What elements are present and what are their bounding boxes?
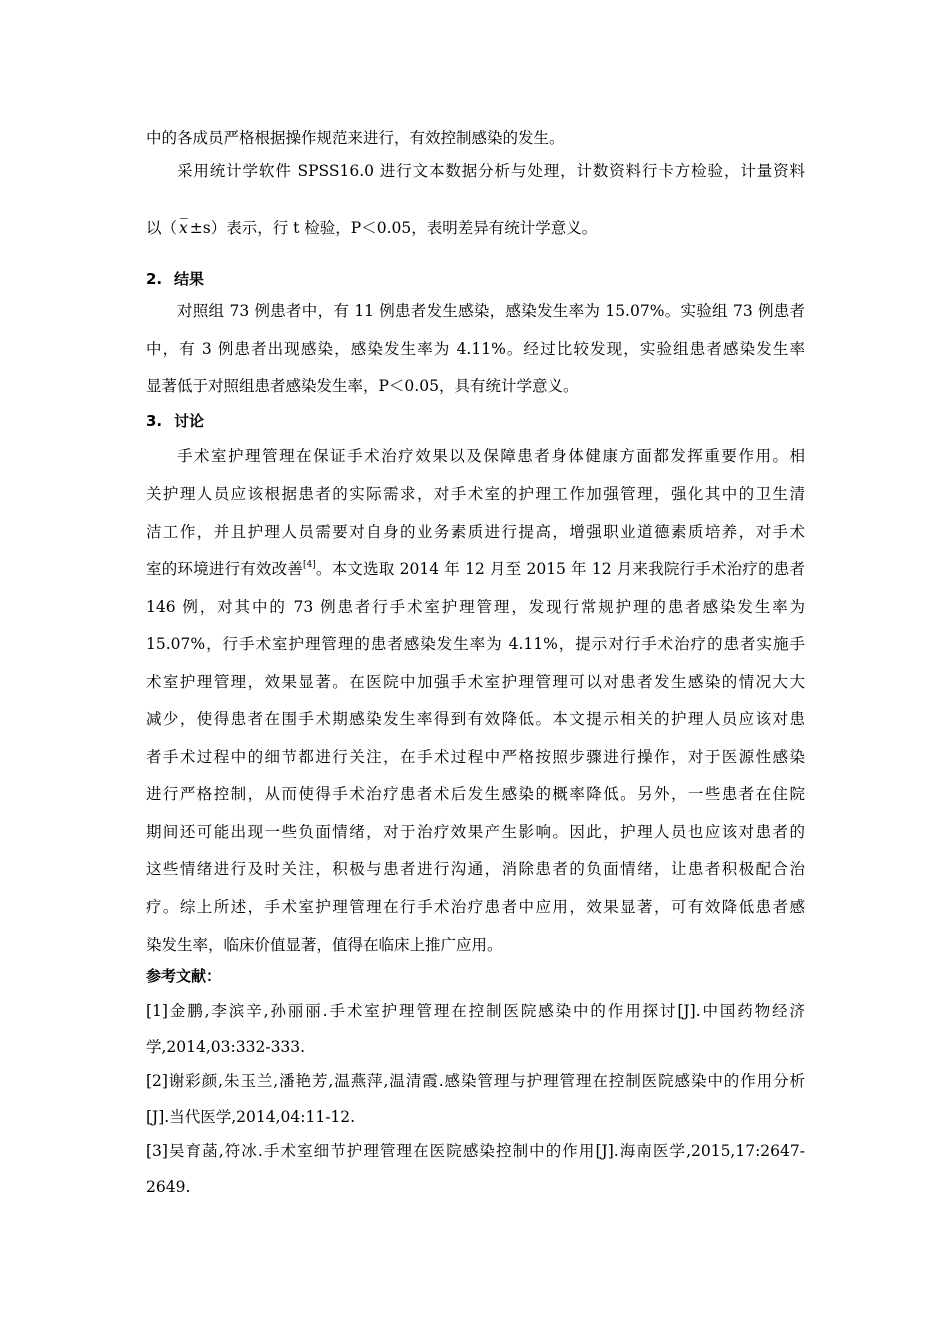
results-line-3: 显著低于对照组患者感染发生率，P＜0.05，具有统计学意义。 bbox=[146, 377, 579, 395]
discussion-line-10: 进行严格控制，从而使得手术治疗患者术后发生感染的概率降低。另外，一些患者在住院 bbox=[146, 785, 805, 803]
intro-line-3-suffix: ±s）表示，行 t 检验，P＜0.05，表明差异有统计学意义。 bbox=[189, 219, 598, 237]
intro-line-3 bbox=[146, 201, 598, 239]
reference-3-line-1: [3]吴育菡,符冰.手术室细节护理管理在医院感染控制中的作用[J].海南医学,2015,17:2647- bbox=[146, 1142, 805, 1160]
discussion-line-1: 手术室护理管理在保证手术治疗效果以及保障患者身体健康方面都发挥重要作用。相 bbox=[177, 447, 805, 465]
results-line-1: 对照组 73 例患者中，有 11 例患者发生感染，感染发生率为 15.07%。实验组 73 例患者 bbox=[177, 302, 805, 320]
mean-x-bar-symbol bbox=[179, 201, 188, 239]
discussion-line-14: 染发生率，临床价值显著，值得在临床上推广应用。 bbox=[146, 936, 503, 954]
discussion-line-4-start: 室的环境进行有效改善 bbox=[146, 560, 304, 578]
reference-1-line-1: [1]金鹏,李滨辛,孙丽丽.手术室护理管理在控制医院感染中的作用探讨[J].中国药物经济 bbox=[146, 1002, 805, 1020]
intro-line-1: 中的各成员严格根据操作规范来进行，有效控制感染的发生。 bbox=[146, 129, 565, 147]
discussion-line-4-period: 。 bbox=[315, 560, 332, 578]
mean-bar: _ bbox=[180, 201, 188, 219]
discussion-heading bbox=[146, 410, 204, 432]
discussion-line-12: 这些情绪进行及时关注，积极与患者进行沟通，消除患者的负面情绪，让患者积极配合治 bbox=[146, 860, 805, 878]
references-heading: 参考文献： bbox=[146, 967, 222, 985]
reference-1-line-2: 学,2014,03:332-333. bbox=[146, 1038, 306, 1056]
results-heading bbox=[146, 268, 204, 290]
reference-3-line-2: 2649. bbox=[146, 1178, 191, 1196]
reference-2-line-2: [J].当代医学,2014,04:11-12. bbox=[146, 1108, 356, 1126]
mean-x: x bbox=[179, 219, 188, 237]
intro-line-3-prefix: 以（ bbox=[146, 219, 178, 237]
discussion-line-3: 洁工作，并且护理人员需要对自身的业务素质进行提高，增强职业道德素质培养，对手术 bbox=[146, 523, 805, 541]
discussion-number: 3. bbox=[146, 412, 163, 430]
discussion-line-6: 15.07%，行手术室护理管理的患者感染发生率为 4.11%，提示对行手术治疗的患者实施手 bbox=[146, 635, 805, 653]
discussion-line-13: 疗。综上所述，手术室护理管理在行手术治疗患者中应用，效果显著，可有效降低患者感 bbox=[146, 898, 805, 916]
results-title: 结果 bbox=[174, 270, 205, 288]
discussion-line-4 bbox=[146, 558, 805, 580]
discussion-line-4-end: 本文选取 2014 年 12 月至 2015 年 12 月来我院行手术治疗的患者 bbox=[331, 560, 805, 578]
reference-2-line-1: [2]谢彩颜,朱玉兰,潘艳芳,温燕萍,温清霞.感染管理与护理管理在控制医院感染中的作用分析 bbox=[146, 1072, 805, 1090]
intro-line-2: 采用统计学软件 SPSS16.0 进行文本数据分析与处理，计数资料行卡方检验，计量资料 bbox=[177, 162, 805, 180]
results-line-2: 中，有 3 例患者出现感染，感染发生率为 4.11%。经过比较发现，实验组患者感染发生率 bbox=[146, 340, 805, 358]
results-number: 2. bbox=[146, 270, 163, 288]
discussion-line-9: 者手术过程中的细节都进行关注，在手术过程中严格按照步骤进行操作，对于医源性感染 bbox=[146, 748, 805, 766]
discussion-line-7: 术室护理管理，效果显著。在医院中加强手术室护理管理可以对患者发生感染的情况大大 bbox=[146, 673, 805, 691]
discussion-line-5: 146 例，对其中的 73 例患者行手术室护理管理，发现行常规护理的患者感染发生率为 bbox=[146, 598, 805, 616]
discussion-title: 讨论 bbox=[174, 412, 205, 430]
discussion-line-11: 期间还可能出现一些负面情绪，对于治疗效果产生影响。因此，护理人员也应该对患者的 bbox=[146, 823, 805, 841]
discussion-line-2: 关护理人员应该根据患者的实际需求，对手术室的护理工作加强管理，强化其中的卫生清 bbox=[146, 485, 805, 503]
discussion-line-8: 减少，使得患者在围手术期感染发生率得到有效降低。本文提示相关的护理人员应该对患 bbox=[146, 710, 805, 728]
citation-4: [4] bbox=[303, 560, 316, 570]
